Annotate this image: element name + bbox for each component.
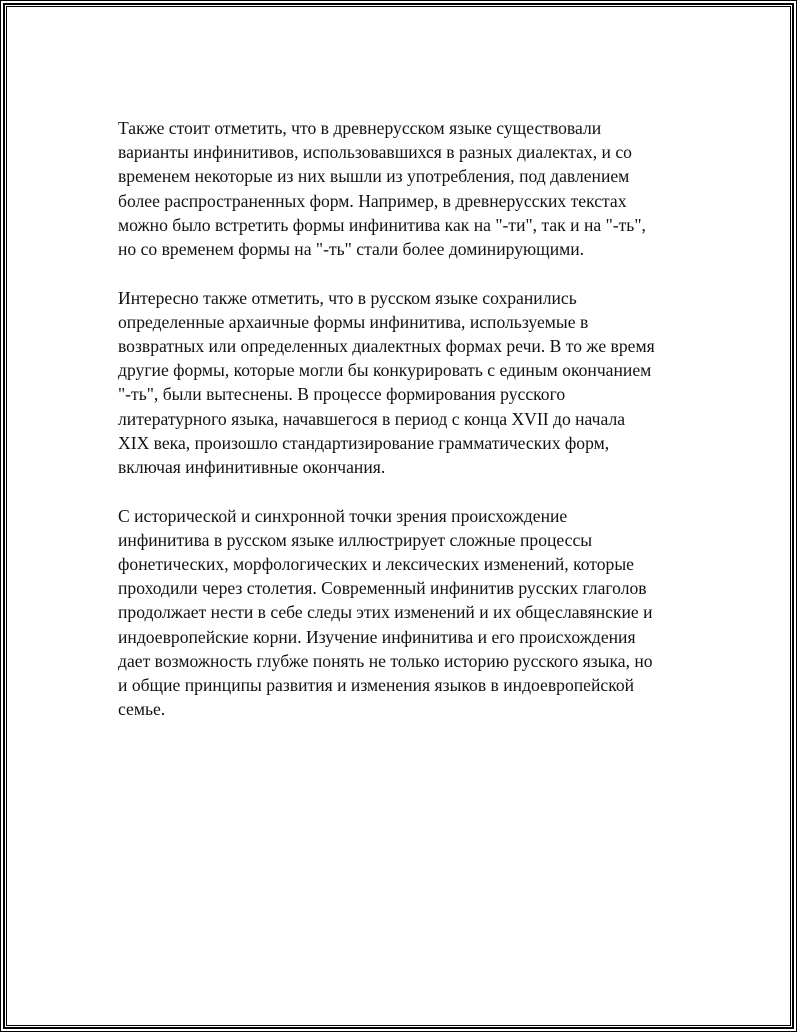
- text-line: определенные архаичные формы инфинитива, используемые в: [118, 311, 589, 332]
- text-line: временем некоторые из них вышли из употребления, под давлением: [118, 166, 630, 187]
- text-line: включая инфинитивные окончания.: [118, 457, 386, 478]
- text-line: но со временем формы на "-ть" стали более доминирующими.: [118, 239, 585, 260]
- text-line: "-ть", были вытеснены. В процессе формирования русского: [118, 384, 566, 405]
- text-line: другие формы, которые могли бы конкурировать с единым окончанием: [118, 360, 652, 381]
- text-line: более распространенных форм. Например, в древнерусских текстах: [118, 190, 627, 211]
- paragraph-2: [118, 286, 698, 480]
- text-line: XIX века, произошло стандартизирование грамматических форм,: [118, 432, 610, 453]
- text-line: дает возможность глубже понять не только историю русского языка, но: [118, 650, 653, 671]
- text-line: литературного языка, начавшегося в период с конца XVII до начала: [118, 408, 626, 429]
- text-line: варианты инфинитивов, использовавшихся в разных диалектах, и со: [118, 142, 632, 163]
- text-line: возвратных или определенных диалектных формах речи. В то же время: [118, 336, 655, 357]
- text-line: и общие принципы развития и изменения языков в индоевропейской: [118, 675, 635, 696]
- text-line: Также стоит отметить, что в древнерусском языке существовали: [118, 118, 602, 138]
- text-line: продолжает нести в себе следы этих изменений и их общеславянские и: [118, 602, 653, 623]
- paragraph-3: [118, 504, 698, 722]
- paragraph-1: [118, 116, 698, 261]
- text-line: фонетических, морфологических и лексических изменений, которые: [118, 554, 634, 575]
- text-line: семье.: [118, 699, 166, 720]
- text-line: С исторической и синхронной точки зрения происхождение: [118, 505, 568, 526]
- text-line: индоевропейские корни. Изучение инфинитива и его происхождения: [118, 626, 636, 647]
- text-line: инфинитива в русском языке иллюстрирует сложные процессы: [118, 529, 593, 550]
- text-line: Интересно также отметить, что в русском языке сохранились: [118, 287, 577, 308]
- text-line: можно было встретить формы инфинитива как на "-ти", так и на "-ть",: [118, 214, 646, 235]
- document-body: [118, 116, 698, 746]
- text-line: проходили через столетия. Современный инфинитив русских глаголов: [118, 578, 647, 599]
